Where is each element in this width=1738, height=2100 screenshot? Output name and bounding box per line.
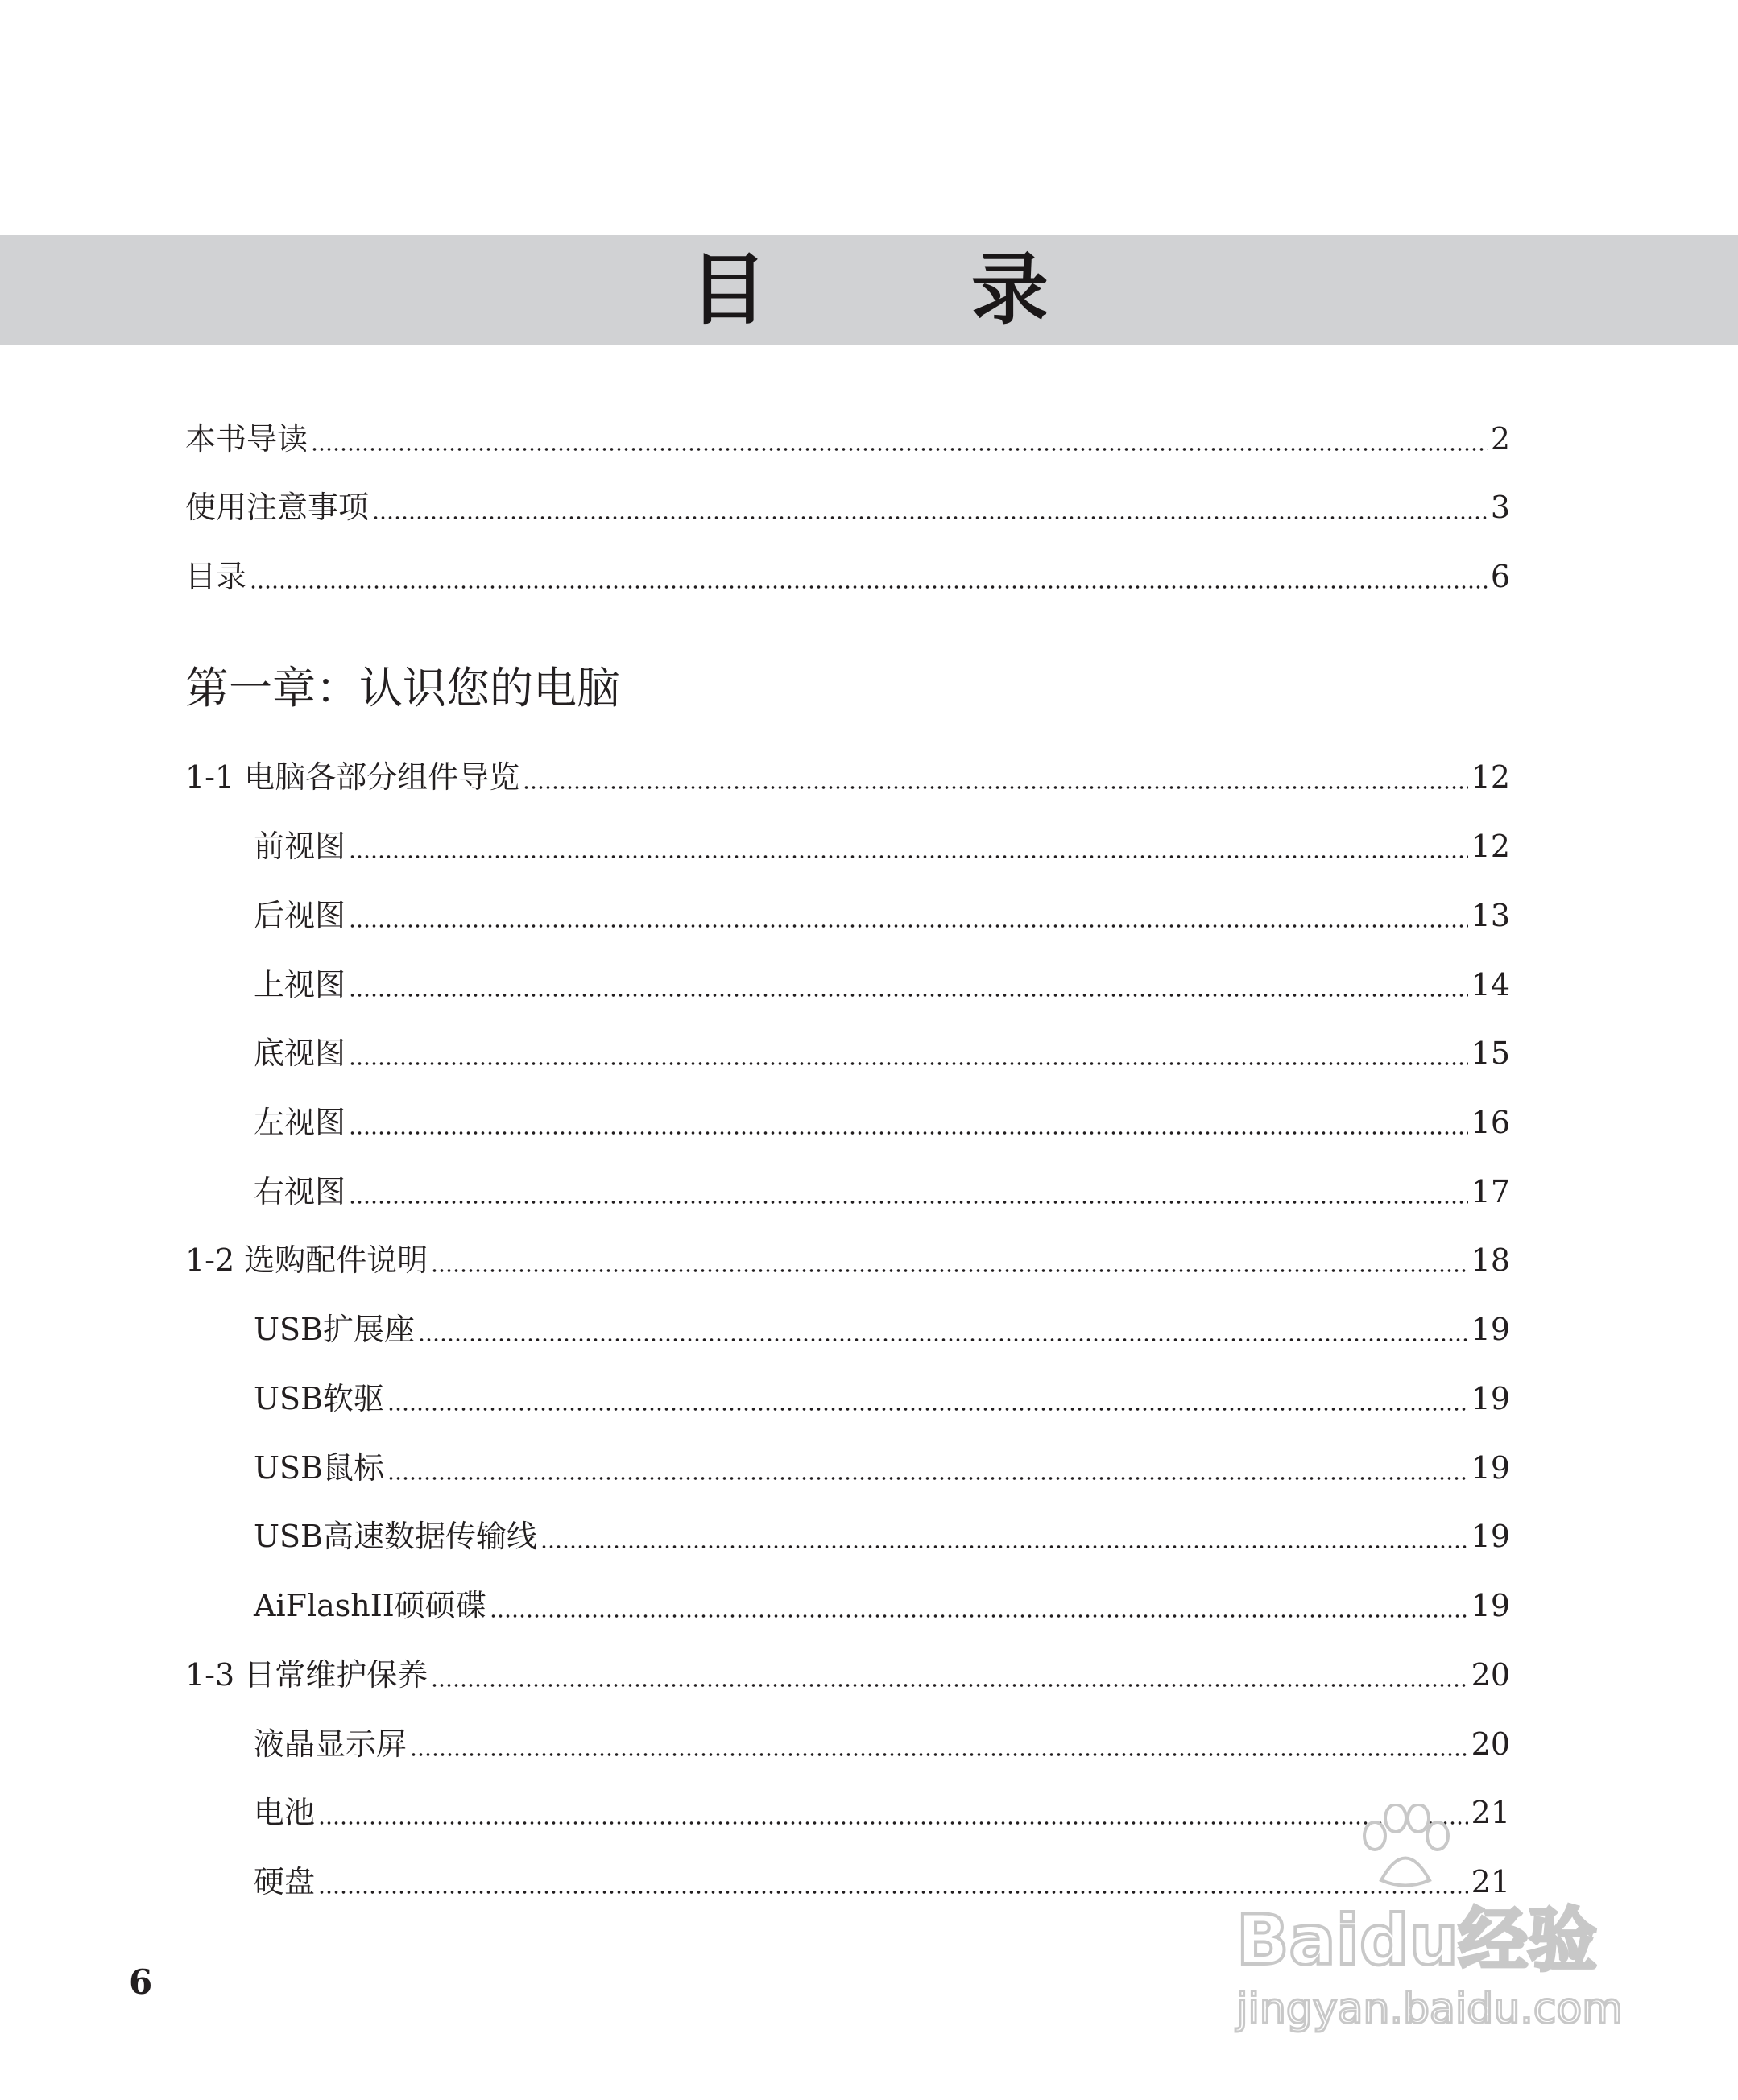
watermark — [1236, 1804, 1639, 2045]
dot-leader — [372, 514, 1488, 522]
toc-entry-label: 硬盘 — [254, 1864, 316, 1900]
toc-entry-label: 使用注意事项 — [185, 490, 370, 525]
toc-entry-label: 液晶显示屏 — [254, 1726, 408, 1762]
toc-entry-page: 3 — [1490, 490, 1510, 525]
toc-entry-page: 6 — [1490, 559, 1510, 594]
toc-entry-page: 17 — [1471, 1174, 1510, 1209]
toc-subentry[interactable] — [254, 1720, 1510, 1768]
toc-entry-page: 19 — [1471, 1588, 1510, 1623]
dot-leader — [431, 1681, 1467, 1689]
toc-entry-label: 底视图 — [254, 1036, 346, 1071]
toc-entry-page: 20 — [1471, 1657, 1510, 1693]
toc-entry-page: 21 — [1471, 1795, 1510, 1830]
dot-leader — [349, 1198, 1468, 1206]
toc-entry-page: 20 — [1471, 1726, 1510, 1762]
toc-entry-label: 左视图 — [254, 1105, 346, 1140]
dot-leader — [540, 1543, 1468, 1551]
toc-entry-label: 上视图 — [254, 967, 346, 1002]
dot-leader — [349, 991, 1468, 999]
toc-section-entry[interactable] — [185, 753, 1510, 801]
toc-subentry[interactable] — [254, 1029, 1510, 1077]
toc-subentry[interactable] — [254, 1512, 1510, 1561]
toc-entry-page: 12 — [1471, 829, 1510, 864]
toc-entry-label: 前视图 — [254, 829, 346, 864]
watermark-brand: Baidu经验 — [1236, 1900, 1597, 1981]
toc-section-entry[interactable] — [185, 1651, 1510, 1699]
toc-entry-label: AiFlashII硕硕碟 — [254, 1588, 486, 1623]
toc-entry-page: 18 — [1471, 1242, 1510, 1278]
dot-leader — [349, 853, 1468, 861]
toc-subentry[interactable] — [254, 1168, 1510, 1216]
toc-entry-label: USB高速数据传输线 — [254, 1519, 537, 1554]
page-title: 目 录 — [689, 244, 1137, 335]
dot-leader — [410, 1751, 1468, 1759]
toc-entry[interactable] — [185, 552, 1510, 601]
dot-leader — [349, 1060, 1468, 1068]
toc-entry-page: 19 — [1471, 1519, 1510, 1554]
toc-subentry[interactable] — [254, 1305, 1510, 1354]
dot-leader — [490, 1612, 1468, 1620]
toc-entry-label: USB软驱 — [254, 1381, 384, 1416]
dot-leader — [418, 1336, 1468, 1344]
toc-entry-label: 右视图 — [254, 1174, 346, 1209]
watermark-url: jingyan.baidu.com — [1236, 1985, 1623, 2033]
toc-entry-page: 21 — [1471, 1864, 1510, 1900]
toc-subentry[interactable] — [254, 1581, 1510, 1630]
dot-leader — [387, 1474, 1468, 1482]
toc-subentry[interactable] — [254, 1375, 1510, 1423]
toc-subentry[interactable] — [254, 1098, 1510, 1147]
toc-entry-label: 本书导读 — [185, 421, 308, 457]
toc-subentry[interactable] — [254, 822, 1510, 870]
dot-leader — [250, 583, 1488, 591]
toc-entry-label: USB鼠标 — [254, 1450, 384, 1486]
toc-entry-page: 15 — [1471, 1036, 1510, 1071]
toc-subentry[interactable] — [254, 961, 1510, 1009]
toc-entry-page: 19 — [1471, 1450, 1510, 1486]
toc-entry[interactable] — [185, 483, 1510, 531]
title-banner — [0, 235, 1738, 345]
dot-leader — [311, 445, 1488, 453]
toc-entry-page: 19 — [1471, 1381, 1510, 1416]
toc-entry-label: 1-2 选购配件说明 — [185, 1242, 428, 1278]
chapter-heading: 第一章：认识您的电脑 — [185, 663, 620, 713]
toc-entry-page: 13 — [1471, 898, 1510, 933]
toc-entry-label: 1-3 日常维护保养 — [185, 1657, 428, 1693]
dot-leader — [349, 1129, 1468, 1137]
toc-entry-label: 目录 — [185, 559, 247, 594]
toc-entry-page: 12 — [1471, 759, 1510, 795]
toc-entry-label: 1-1 电脑各部分组件导览 — [185, 759, 520, 795]
toc-entry-label: 后视图 — [254, 898, 346, 933]
toc-subentry[interactable] — [254, 1444, 1510, 1492]
toc-entry-page: 19 — [1471, 1312, 1510, 1347]
toc-entry-page: 14 — [1471, 967, 1510, 1002]
dot-leader — [349, 922, 1468, 930]
toc-entry[interactable] — [185, 415, 1510, 463]
dot-leader — [523, 783, 1467, 792]
paw-icon — [1357, 1804, 1454, 1892]
toc-entry-label: 电池 — [254, 1795, 316, 1830]
toc-entry-label: USB扩展座 — [254, 1312, 415, 1347]
dot-leader — [387, 1405, 1468, 1413]
page-number: 6 — [129, 1962, 153, 2002]
toc-entry-page: 2 — [1490, 421, 1510, 457]
toc-section-entry[interactable] — [185, 1236, 1510, 1284]
dot-leader — [431, 1267, 1467, 1275]
toc-entry-page: 16 — [1471, 1105, 1510, 1140]
toc-subentry[interactable] — [254, 891, 1510, 940]
